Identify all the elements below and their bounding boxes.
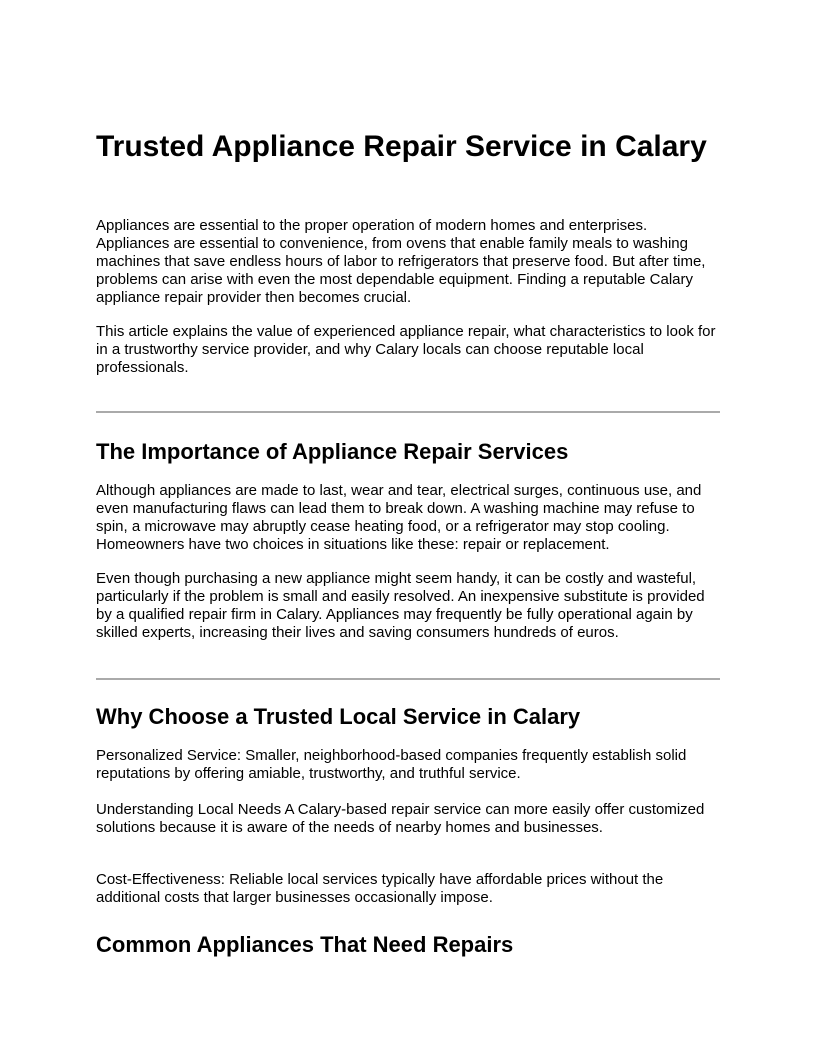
section-paragraph: Personalized Service: Smaller, neighborhood-based companies frequently establish solid reputations by offering amiable, trustworthy, and truthful service.: [96, 747, 687, 782]
page-title: Trusted Appliance Repair Service in Calary: [96, 130, 707, 163]
section-heading-why-local: Why Choose a Trusted Local Service in Calary: [96, 704, 581, 729]
intro-paragraph: This article explains the value of experienced appliance repair, what characteristics to look for in a trustworthy service provider, and why Calary locals can choose reputable local professionals.: [96, 323, 716, 376]
section-heading-common-appliances: Common Appliances That Need Repairs: [96, 932, 514, 957]
section-paragraph: Even though purchasing a new appliance might seem handy, it can be costly and wasteful, particularly if the problem is small and easily resolved. An inexpensive substitute is provided by a qualified repair firm in Calary. Appliances may frequently be fully operational again by skilled experts, increasing their lives and saving consumers hundreds of euros.: [96, 570, 705, 641]
section-heading-importance: The Importance of Appliance Repair Services: [96, 439, 569, 464]
divider: [96, 678, 720, 680]
divider: [96, 411, 720, 413]
section-paragraph: Although appliances are made to last, wear and tear, electrical surges, continuous use, and even manufacturing flaws can lead them to break down. A washing machine may refuse to spin, a microwave may abruptly cease heating food, or a refrigerator may stop cooling. Homeowners have two choices in situations like these: repair or replacement.: [96, 482, 702, 553]
intro-paragraph: Appliances are essential to the proper operation of modern homes and enterprises. Appliances are essential to convenience, from ovens that enable family meals to washing machines that save endless hours of labor to refrigerators that preserve food. But after time, problems can arise with even the most dependable equipment. Finding a reputable Calary appliance repair provider then becomes crucial.: [96, 217, 706, 306]
section-paragraph: Understanding Local Needs A Calary-based repair service can more easily offer customized solutions because it is aware of the needs of nearby homes and businesses.: [96, 801, 705, 836]
section-paragraph: Cost-Effectiveness: Reliable local services typically have affordable prices without the additional costs that larger businesses occasionally impose.: [96, 871, 664, 906]
